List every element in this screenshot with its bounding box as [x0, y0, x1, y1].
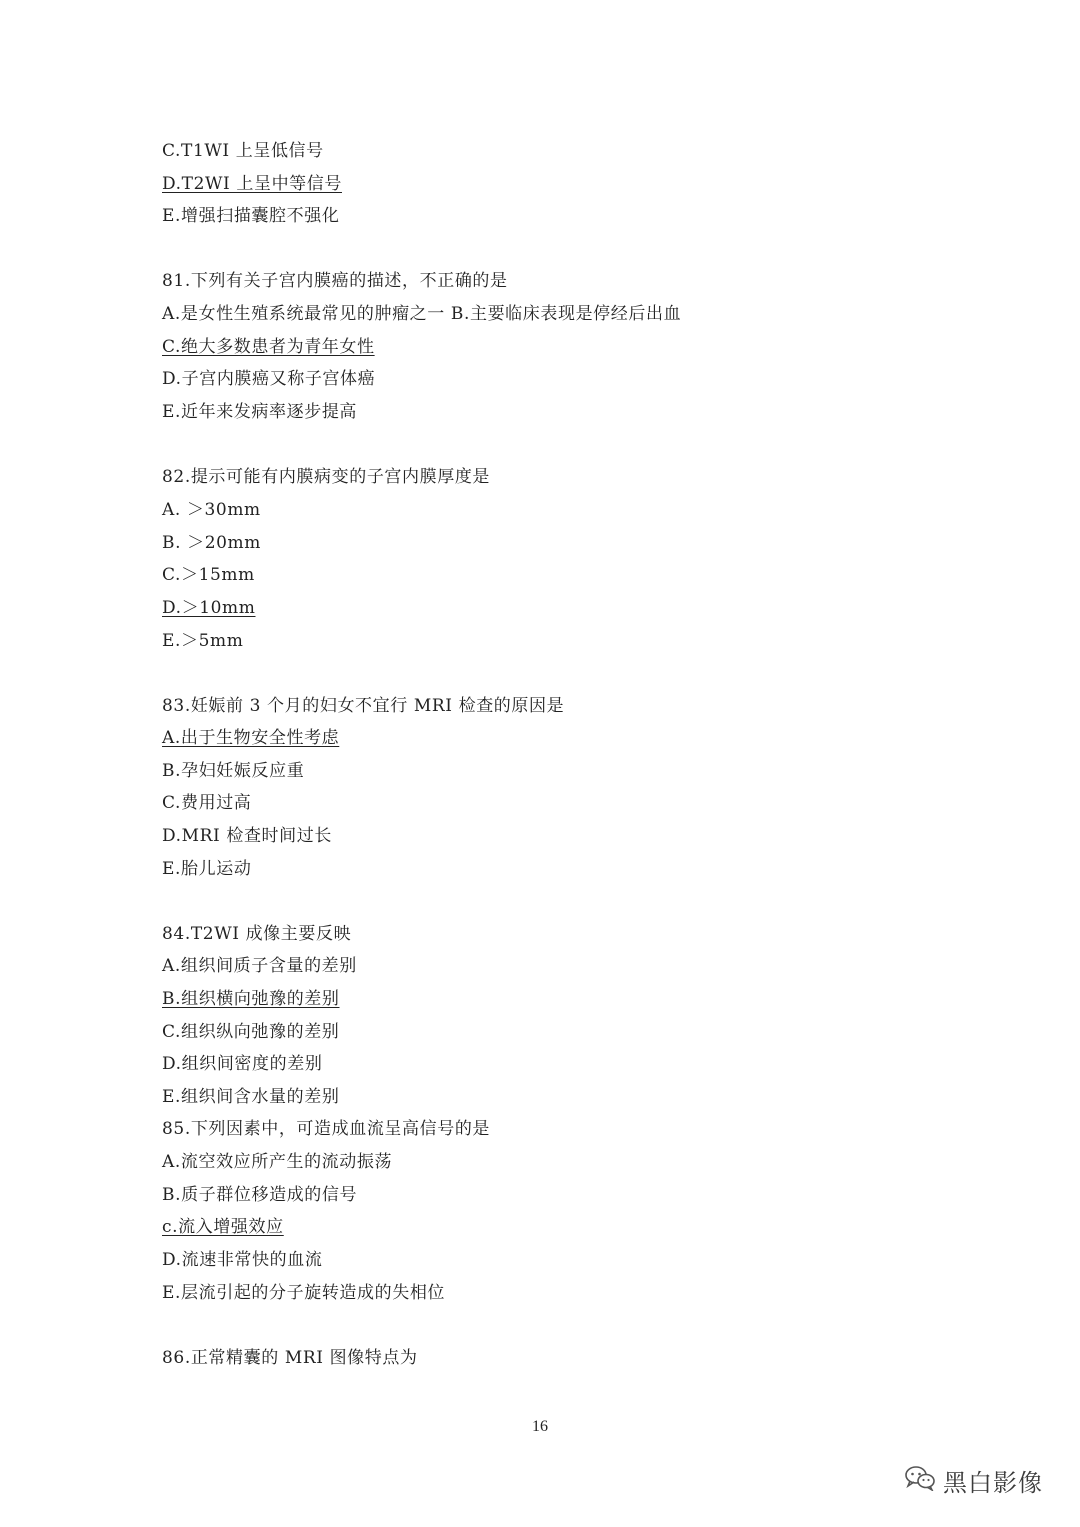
q82-option-d-answer: D.＞10mm — [162, 598, 256, 618]
question-82: 82.提示可能有内膜病变的子宫内膜厚度是 — [162, 467, 491, 487]
question-84: 84.T2WI 成像主要反映 — [162, 924, 352, 944]
question-81: 81.下列有关子宫内膜癌的描述，不正确的是 — [162, 271, 508, 291]
q83-option-e: E.胎儿运动 — [162, 859, 252, 879]
q81-option-c-answer: C.绝大多数患者为青年女性 — [162, 337, 375, 357]
q82-option-c: C.＞15mm — [162, 565, 255, 585]
q85-option-d: D.流速非常快的血流 — [162, 1250, 323, 1270]
q84-option-b-answer: B.组织横向弛豫的差别 — [162, 989, 340, 1009]
q84-option-e: E.组织间含水量的差别 — [162, 1087, 340, 1107]
q84-option-c: C.组织纵向弛豫的差别 — [162, 1022, 340, 1042]
q81-option-a-b: A.是女性生殖系统最常见的肿瘤之一 B.主要临床表现是停经后出血 — [162, 304, 682, 324]
line-d-t2wi-answer: D.T2WI 上呈中等信号 — [162, 174, 342, 194]
watermark — [905, 1462, 1043, 1498]
q85-option-a: A.流空效应所产生的流动振荡 — [162, 1152, 393, 1172]
q83-option-d: D.MRI 检查时间过长 — [162, 826, 332, 846]
page-number: 16 — [532, 1418, 548, 1435]
q82-option-b: B. ＞20mm — [162, 533, 261, 553]
q85-option-c-answer: c.流入增强效应 — [162, 1217, 284, 1237]
q83-option-a-answer: A.出于生物安全性考虑 — [162, 728, 340, 748]
question-85: 85.下列因素中，可造成血流呈高信号的是 — [162, 1119, 491, 1139]
watermark-text: 黑白影像 — [943, 1468, 1043, 1497]
q81-option-e: E.近年来发病率逐步提高 — [162, 402, 358, 422]
line-c-t1wi: C.T1WI 上呈低信号 — [162, 141, 324, 161]
wechat-icon — [905, 1465, 935, 1495]
q81-option-d: D.子宫内膜癌又称子宫体癌 — [162, 369, 376, 389]
q83-option-c: C.费用过高 — [162, 793, 252, 813]
q84-option-d: D.组织间密度的差别 — [162, 1054, 323, 1074]
q84-option-a: A.组织间质子含量的差别 — [162, 956, 357, 976]
q82-option-a: A. ＞30mm — [162, 500, 261, 520]
q85-option-e: E.层流引起的分子旋转造成的失相位 — [162, 1283, 446, 1303]
q82-option-e: E.＞5mm — [162, 631, 244, 651]
question-86: 86.正常精囊的 MRI 图像特点为 — [162, 1348, 418, 1368]
q85-option-b: B.质子群位移造成的信号 — [162, 1185, 358, 1205]
question-83: 83.妊娠前 3 个月的妇女不宜行 MRI 检查的原因是 — [162, 696, 565, 716]
line-e-enhance: E.增强扫描囊腔不强化 — [162, 206, 340, 226]
q83-option-b: B.孕妇妊娠反应重 — [162, 761, 305, 781]
